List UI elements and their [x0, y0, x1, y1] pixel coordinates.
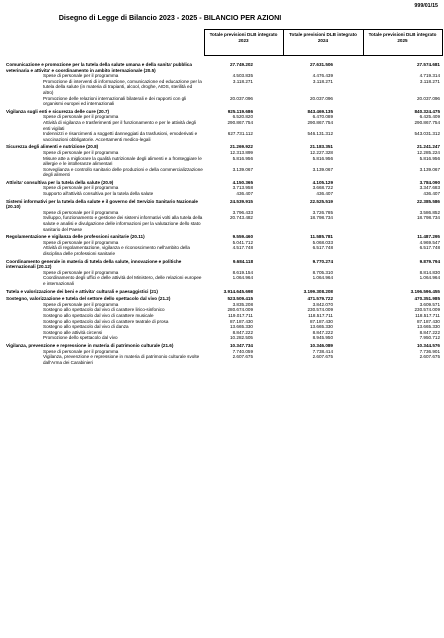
value-2025: 3.196.596.455 — [410, 288, 440, 294]
row-label: Spese di personale per il programma — [43, 301, 119, 307]
value-2025: 6.425.409 — [419, 114, 440, 120]
value-2024: 7.738.414 — [312, 348, 333, 354]
row-label: Tutela e valorizzazione dei beni e attivita' culturali e paesaggistici (21) — [6, 288, 158, 294]
value-2025: 3.139.067 — [419, 166, 440, 172]
table-row-mission — [5, 287, 442, 295]
header-2023: Totale previsioni DLB integrato 2023 — [204, 30, 283, 56]
value-2023: 119.017.711 — [228, 312, 253, 318]
row-label: Sostegno allo spettacolo dal vivo di carattere teatrale di prosa — [43, 318, 169, 324]
value-2023: 3.796.433 — [232, 209, 253, 215]
table-row-action — [5, 275, 442, 286]
value-2024: 21.183.351 — [310, 144, 333, 150]
table-row-action — [5, 96, 442, 107]
value-2023: 27.749.202 — [230, 62, 253, 67]
value-2024: 8.705.310 — [312, 269, 333, 275]
value-2025: 7.736.901 — [419, 348, 440, 354]
row-label: Spese di personale per il programma — [43, 185, 119, 191]
value-2023: 3.118.271 — [232, 78, 253, 84]
value-2024: 22.525.519 — [310, 198, 333, 204]
value-2025: 3.784.090 — [419, 179, 440, 185]
value-2024: 12.227.328 — [310, 149, 333, 155]
header-2025: Totale previsioni DLB integrato 2025 — [363, 30, 442, 56]
row-label: Vigilanza, prevenzione e repressione in materia di patrimonio culturale svolte dall'Arma dei Carabinieri — [43, 354, 200, 365]
value-2024: 436.407 — [316, 191, 333, 197]
row-label: Spese di personale per il programma — [43, 269, 119, 275]
value-2025: 290.867.754 — [414, 119, 440, 125]
value-2025: 9.879.794 — [419, 258, 440, 264]
row-label: Spese di personale per il programma — [43, 348, 119, 354]
value-2023: 21.269.922 — [230, 144, 253, 150]
value-2024: 118.517.711 — [308, 312, 333, 318]
value-2023: 1.064.964 — [232, 275, 253, 281]
value-2023: 436.407 — [236, 191, 253, 197]
value-2024: 843.469.135 — [307, 108, 333, 114]
table-row-action — [5, 215, 442, 232]
table-row-program — [5, 232, 442, 240]
table-row-action — [5, 245, 442, 256]
value-2024: 3.139.067 — [312, 166, 333, 172]
value-2024: 4.105.129 — [312, 179, 333, 185]
row-label: Sistemi informativi per la tutela della salute e il governo del Servizio Sanitario Nazionale (20.10) — [6, 198, 198, 210]
page-title: Disegno di Legge di Bilancio 2023 - 2025 - BILANCIO PER AZIONI — [58, 13, 282, 22]
row-label: Spese di personale per il programma — [43, 73, 119, 79]
value-2024: 6.470.089 — [312, 114, 333, 120]
value-2024: 8.847.222 — [312, 329, 333, 335]
value-2023: 24.539.915 — [230, 198, 253, 204]
value-2023: 3.139.067 — [232, 166, 253, 172]
value-2025: 21.241.247 — [417, 144, 440, 150]
table-row-action — [5, 79, 442, 96]
table-row-program — [5, 341, 442, 349]
table-row-program — [5, 178, 442, 186]
table-row-action — [5, 167, 442, 178]
row-label: Spese di personale per il programma — [43, 114, 119, 120]
row-label: Spese di personale per il programma — [43, 149, 119, 155]
table-header-row — [5, 30, 442, 56]
value-2025: 12.285.224 — [417, 149, 440, 155]
value-2023: 87.187.430 — [230, 318, 253, 324]
value-2025: 230.574.009 — [414, 307, 440, 313]
value-2025: 22.385.586 — [417, 198, 440, 204]
row-label: Promozione di interventi di informazione, comunicazione ed educazione per la tutela della salute (in materia di trapianti, alcool, droghe, AIDS, sterilità ed altro) — [43, 78, 202, 95]
value-2025: 840.324.475 — [414, 108, 440, 114]
value-2024: 471.579.722 — [307, 296, 333, 302]
value-2023: 3.914.645.698 — [223, 288, 253, 294]
value-2023: 6.520.820 — [232, 114, 253, 120]
value-2025: 543.031.312 — [414, 131, 440, 137]
row-label: Supporto all'attività consultiva per la tutela della salute — [43, 191, 154, 197]
header-blank — [5, 30, 204, 56]
row-label: Promozione delle relazioni internazionali bilaterali e dei rapporti con gli organismi europei ed internazionali — [43, 95, 187, 107]
value-2025: 5.816.956 — [419, 155, 440, 161]
row-label: Sorveglianza e controllo sanitario delle produzioni e della commercializzazione degli alimenti — [43, 166, 203, 178]
value-2023: 290.867.754 — [227, 119, 253, 125]
value-2025: 6.517.748 — [419, 245, 440, 251]
value-2025: 27.574.681 — [417, 62, 440, 67]
table-row-action — [5, 131, 442, 142]
value-2025: 87.187.430 — [417, 318, 440, 324]
row-label: Sviluppo, funzionamento e gestione dei sistemi informativi volti alla tutela della salute e analisi e divulgazione delle informazioni per la valutazione dello stato sanitario del Paese — [43, 215, 203, 232]
value-2024: 11.585.781 — [310, 234, 333, 240]
value-2023: 8.847.222 — [232, 329, 253, 335]
value-2024: 2.607.675 — [312, 354, 333, 360]
row-label: Coordinamento generale in materia di tutela della salute, innovazione e politiche internazionali (20.12) — [6, 258, 182, 270]
row-label: Spese di personale per il programma — [43, 209, 119, 215]
value-2024: 3.726.785 — [312, 209, 333, 215]
value-2025: 4.719.314 — [419, 73, 440, 79]
value-2025: 4.969.547 — [419, 239, 440, 245]
value-2023: 4.150.365 — [232, 179, 253, 185]
value-2023: 627.731.112 — [227, 131, 253, 137]
value-2025: 118.517.711 — [415, 312, 440, 318]
value-2024: 5.816.956 — [312, 155, 333, 161]
row-label: Comunicazione e promozione per la tutela della salute umana e della sanita' pubblica veterinaria e attivita' e coordinamento in ambito internazionale (20.5) — [6, 62, 192, 73]
row-label: Attività di regolamentazione, vigilanza e riconoscimento nell'ambito della disciplina delle professioni sanitarie — [43, 245, 190, 256]
value-2025: 8.847.222 — [419, 329, 440, 335]
row-label: Indennizzi e risarcimenti a soggetti danneggiati da trasfusioni, emoderivati e vaccinazioni obbligatorie. Accertamenti medico-legali — [43, 131, 198, 142]
value-2024: 27.631.506 — [310, 62, 333, 67]
value-2024: 18.798.734 — [310, 215, 333, 221]
value-2023: 2.607.675 — [232, 354, 253, 360]
row-label: Attività di vigilanza e trasferimenti per il funzionamento e per le attività degli enti vigilati — [43, 119, 196, 131]
value-2025: 3.609.571 — [419, 301, 440, 307]
header-2024: Totale previsioni DLB integrato 2024 — [283, 30, 363, 56]
value-2025: 13.665.330 — [417, 324, 440, 330]
row-label: Vigilanza sugli enti e sicurezza delle cure (20.7) — [6, 108, 110, 114]
table-row-action — [5, 156, 442, 167]
table-row-program — [5, 257, 442, 270]
table-row-program — [5, 60, 442, 73]
value-2025: 11.487.295 — [417, 234, 440, 240]
table-row-action — [5, 120, 442, 131]
row-label: Sostegno allo spettacolo dal vivo di carattere lirico-sinfonico — [43, 307, 165, 313]
value-2023: 10.282.505 — [230, 335, 253, 341]
row-label: Attivita' consultiva per la tutela della salute (20.9) — [6, 179, 114, 185]
value-2023: 4.517.748 — [232, 245, 253, 251]
value-2025: 3.347.683 — [419, 185, 440, 191]
value-2023: 20.743.482 — [230, 215, 253, 221]
row-label: Spese di personale per il programma — [43, 239, 119, 245]
value-2024: 546.131.312 — [307, 131, 333, 137]
value-2023: 9.684.118 — [232, 258, 253, 264]
value-2025: 3.118.271 — [419, 78, 440, 84]
value-2024: 3.199.308.208 — [303, 288, 333, 294]
value-2023: 3.835.208 — [232, 301, 253, 307]
value-2025: 436.407 — [423, 191, 440, 197]
value-2024: 3.118.271 — [312, 78, 333, 84]
row-label: Sostegno, valorizzazione e tutela del settore dello spettacolo dal vivo (21.2) — [6, 296, 171, 302]
budget-table — [5, 29, 443, 365]
value-2024: 87.187.430 — [310, 318, 333, 324]
row-label: Sicurezza degli alimenti e nutrizione (20.8) — [6, 144, 99, 150]
value-2024: 5.068.033 — [312, 239, 333, 245]
value-2023: 8.619.154 — [232, 269, 253, 275]
value-2023: 4.503.835 — [232, 73, 253, 79]
row-label: Promozione dello spettacolo dal vivo — [43, 335, 118, 341]
table-body — [5, 56, 442, 366]
value-2025: 20.037.096 — [417, 95, 440, 101]
value-2025: 2.607.675 — [419, 354, 440, 360]
value-2023: 20.037.096 — [230, 95, 253, 101]
value-2024: 10.346.089 — [310, 342, 333, 348]
value-2025: 18.798.734 — [417, 215, 440, 221]
value-2023: 3.713.958 — [232, 185, 253, 191]
value-2023: 280.674.009 — [227, 307, 253, 313]
value-2023: 13.665.330 — [230, 324, 253, 330]
value-2023: 925.119.686 — [227, 108, 253, 114]
row-label: Misure atte a migliorare la qualità nutrizionale degli alimenti e a fronteggiare le allergie e le intolleranze alimentari — [43, 155, 202, 167]
row-label: Regolamentazione e vigilanza delle professioni sanitarie (20.11) — [6, 234, 145, 240]
value-2024: 290.867.754 — [307, 119, 333, 125]
value-2024: 3.668.722 — [312, 185, 333, 191]
value-2023: 5.816.956 — [232, 155, 253, 161]
table-row-action — [5, 354, 442, 365]
table-row-program — [5, 197, 442, 210]
value-2025: 3.586.852 — [419, 209, 440, 215]
value-2024: 230.574.009 — [307, 307, 333, 313]
value-2024: 3.842.070 — [312, 301, 333, 307]
row-label: Sostegno alle attività circensi — [43, 329, 103, 335]
value-2023: 9.559.460 — [232, 234, 253, 240]
value-2025: 7.950.712 — [419, 335, 440, 341]
value-2025: 8.814.830 — [419, 269, 440, 275]
value-2023: 10.347.734 — [230, 342, 253, 348]
table-row-program — [5, 294, 442, 302]
value-2023: 12.313.899 — [230, 149, 253, 155]
value-2024: 4.476.439 — [312, 73, 333, 79]
value-2023: 7.740.059 — [232, 348, 253, 354]
value-2023: 5.041.712 — [232, 239, 253, 245]
table-row-program — [5, 142, 442, 150]
value-2024: 8.945.950 — [312, 335, 333, 341]
value-2024: 13.665.330 — [310, 324, 333, 330]
value-2024: 20.037.096 — [310, 95, 333, 101]
value-2025: 10.344.576 — [417, 342, 440, 348]
value-2025: 1.064.964 — [419, 275, 440, 281]
row-label: Coordinamento degli uffici e delle attività del Ministero, delle relazioni europee e internazionali — [43, 275, 202, 286]
value-2024: 9.770.274 — [312, 258, 333, 264]
value-2024: 6.517.748 — [312, 245, 333, 251]
row-label: Sostegno allo spettacolo dal vivo di danza — [43, 324, 129, 330]
value-2024: 1.064.964 — [312, 275, 333, 281]
table-row-program — [5, 107, 442, 115]
document-code: 999/01/15 — [414, 3, 438, 9]
row-label: Sostegno allo spettacolo dal vivo di carattere musicale — [43, 312, 154, 318]
row-label: Vigilanza, prevenzione e repressione in materia di patrimonio culturale (21.6) — [6, 342, 174, 348]
value-2025: 470.351.985 — [414, 296, 440, 302]
value-2023: 523.509.415 — [227, 296, 253, 302]
